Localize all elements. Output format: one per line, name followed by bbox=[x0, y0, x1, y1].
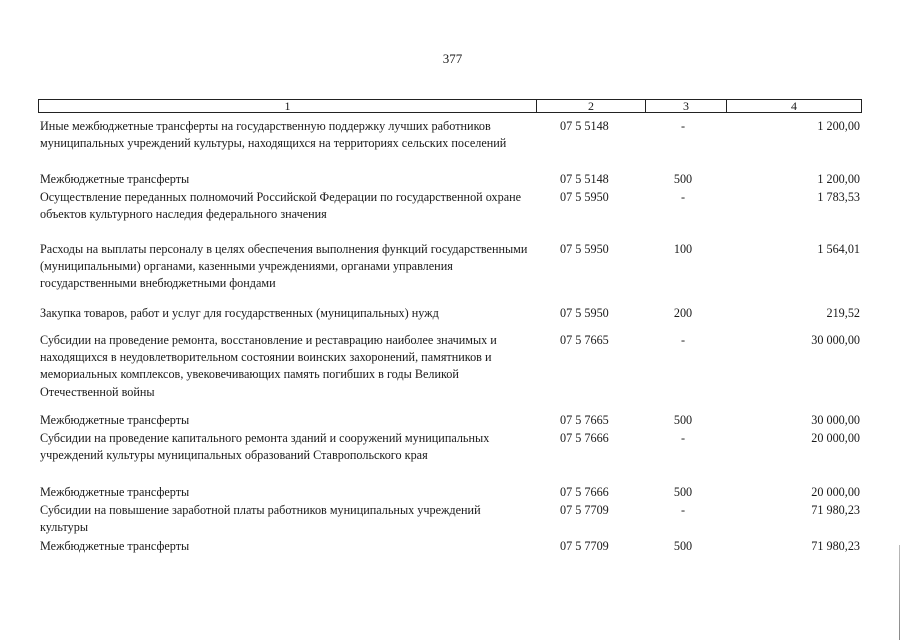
row-amount: 20 000,00 bbox=[811, 431, 860, 445]
row-amount: 71 980,23 bbox=[811, 539, 860, 553]
row-code: 07 5 7666 bbox=[560, 485, 609, 499]
row-type: - bbox=[680, 190, 686, 204]
row-amount: 219,52 bbox=[826, 306, 860, 320]
row-type: - bbox=[680, 119, 686, 133]
row-amount: 20 000,00 bbox=[811, 485, 860, 499]
row-name: Осуществление переданных полномочий Российской Федерации по государственной охране объектов культурного наследия федерального значения bbox=[40, 190, 522, 222]
row-code: 07 5 5148 bbox=[560, 119, 609, 133]
row-amount: 30 000,00 bbox=[811, 413, 860, 427]
row-name: Субсидии на повышение заработной платы работников муниципальных учреждений культуры bbox=[40, 503, 481, 535]
row-type: 500 bbox=[673, 413, 693, 427]
header-col-2: 2 bbox=[537, 100, 646, 112]
header-col-1: 1 bbox=[39, 100, 537, 112]
row-amount: 1 200,00 bbox=[817, 172, 860, 186]
table-header bbox=[38, 99, 862, 113]
row-name: Субсидии на проведение капитального ремонта зданий и сооружений муниципальных учреждений культуры муниципальных образований Ставропольского края bbox=[40, 431, 490, 463]
row-type: 100 bbox=[673, 242, 693, 256]
row-name: Расходы на выплаты персоналу в целях обеспечения выполнения функций государственными (муниципальными) органами, казенными учреждениями, органами управления государственными внебюджетными фондами bbox=[40, 242, 528, 291]
row-code: 07 5 7709 bbox=[560, 503, 609, 517]
row-code: 07 5 7709 bbox=[560, 539, 609, 553]
row-name: Межбюджетные трансферты bbox=[40, 485, 190, 499]
row-amount: 71 980,23 bbox=[811, 503, 860, 517]
row-code: 07 5 7666 bbox=[560, 431, 609, 445]
row-type: 200 bbox=[673, 306, 693, 320]
scan-edge-mark bbox=[899, 545, 900, 640]
row-code: 07 5 5148 bbox=[560, 172, 609, 186]
row-type: 500 bbox=[673, 485, 693, 499]
row-amount: 1 783,53 bbox=[817, 190, 860, 204]
page-number: 377 bbox=[442, 51, 463, 66]
header-col-3: 3 bbox=[646, 100, 727, 112]
row-type: 500 bbox=[673, 539, 693, 553]
row-name: Межбюджетные трансферты bbox=[40, 172, 190, 186]
header-col-4: 4 bbox=[791, 99, 797, 113]
row-name: Субсидии на проведение ремонта, восстановление и реставрацию наиболее значимых и находящихся в неудовлетворительном состоянии воинских захоронений, памятников и мемориальных комплексов, увековечивающих память погибших в годы Великой Отечественной войны bbox=[40, 333, 497, 399]
row-type: - bbox=[680, 333, 686, 347]
row-code: 07 5 5950 bbox=[560, 190, 609, 204]
row-type: - bbox=[680, 503, 686, 517]
row-type: 500 bbox=[673, 172, 693, 186]
row-name: Межбюджетные трансферты bbox=[40, 539, 190, 553]
row-name: Межбюджетные трансферты bbox=[40, 413, 190, 427]
row-code: 07 5 5950 bbox=[560, 242, 609, 256]
row-code: 07 5 7665 bbox=[560, 413, 609, 427]
row-code: 07 5 7665 bbox=[560, 333, 609, 347]
row-code: 07 5 5950 bbox=[560, 306, 609, 320]
row-type: - bbox=[680, 431, 686, 445]
row-amount: 1 564,01 bbox=[817, 242, 860, 256]
row-name: Закупка товаров, работ и услуг для государственных (муниципальных) нужд bbox=[40, 306, 439, 320]
row-name: Иные межбюджетные трансферты на государственную поддержку лучших работников муниципальных учреждений культуры, находящихся на территориях сельских поселений bbox=[40, 119, 507, 151]
row-amount: 30 000,00 bbox=[811, 333, 860, 347]
row-amount: 1 200,00 bbox=[817, 119, 860, 133]
